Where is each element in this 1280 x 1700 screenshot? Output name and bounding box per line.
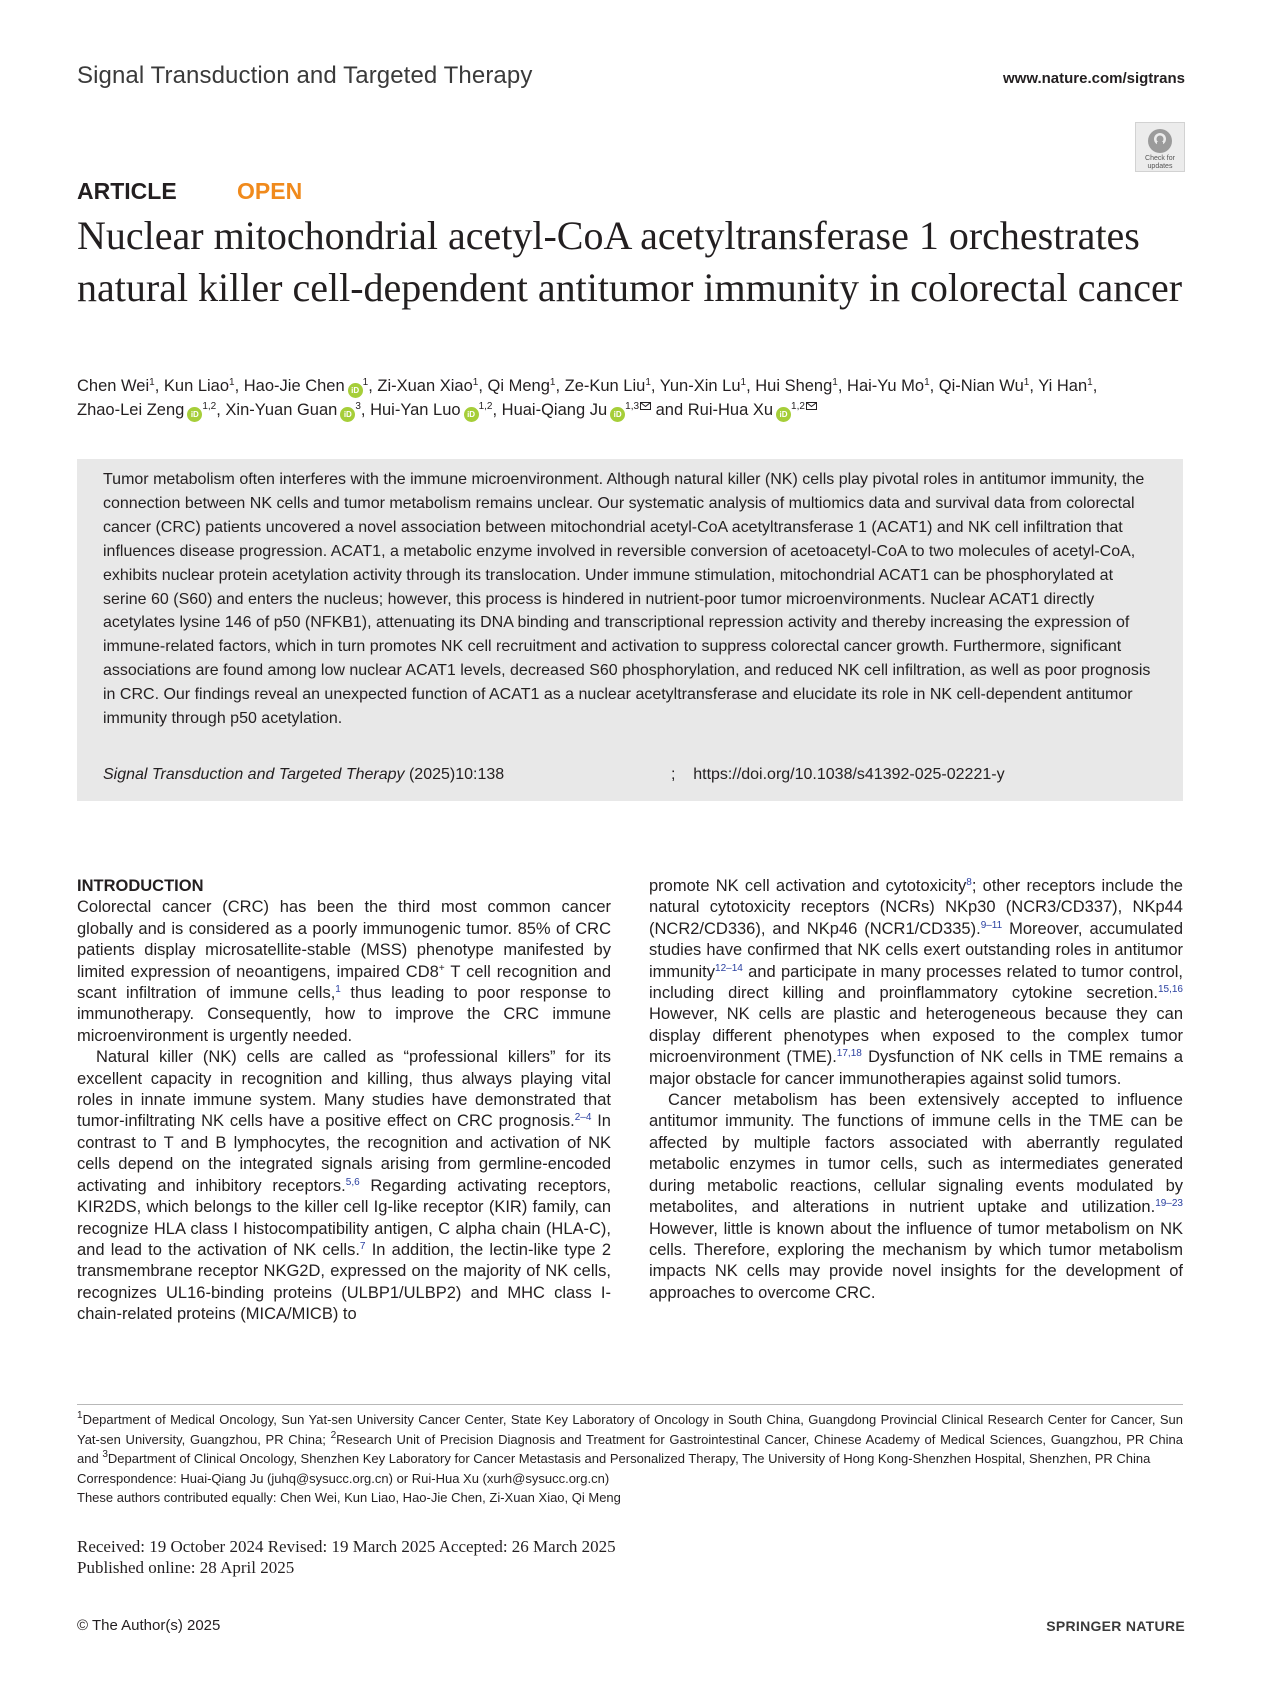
author-affiliation-number: 1 (472, 377, 479, 388)
check-for-updates-icon (1147, 128, 1173, 154)
author-entry (370, 401, 492, 419)
reference-citation-link[interactable]: 9–11 (980, 919, 1003, 931)
author-name[interactable]: Zhao-Lei Zeng (77, 401, 185, 419)
doi-link[interactable]: https://doi.org/10.1038/s41392-025-02221-y (693, 766, 1005, 783)
affiliation-text: Department of Clinical Oncology, Shenzhen Key Laboratory for Cancer Metastasis and Personalized Therapy, The University of Hong Kong-Shenzhen Hospital, Shenzhen, PR China (107, 1451, 1151, 1466)
affiliation-number: 1 (77, 1410, 83, 1421)
footnotes (77, 1410, 1183, 1508)
author-affiliation-number: 3 (355, 401, 361, 412)
author-affiliation-number: 1 (924, 377, 930, 388)
affiliation-number: 3 (102, 1449, 108, 1460)
footnote-divider (77, 1404, 1183, 1405)
author-affiliation-number: 1 (229, 377, 235, 388)
author-name[interactable]: Zi-Xuan Xiao (377, 377, 473, 395)
body-column-left (77, 876, 611, 1326)
author-entry (847, 377, 930, 395)
publisher-logo: SPRINGER NATURE (1046, 1618, 1185, 1634)
reference-citation-link[interactable]: 1 (335, 984, 341, 996)
author-name[interactable]: Yi Han (1038, 377, 1088, 395)
author-entry (660, 377, 746, 395)
reference-citation-link[interactable]: 5,6 (345, 1176, 360, 1188)
intro-paragraph-4: Cancer metabolism has been extensively accepted to influence antitumor immunity. The functions of immune cells in the TME can be affected by multiple factors associated with aberrantly regulated metabolic enzymes in tumor cells, such as intermediates generated during metabolic reactions, cellular signaling events modulated by metabolites, and alterations in nutrient uptake and utilization.$^{19-23}$ However, little is known about the influence of tumor metabolism on NK cells. Therefore, exploring the mechanism by which tumor metabolism impacts NK cells may provide novel insights for the development of approaches to overcome CRC. (649, 1091, 1183, 1302)
author-name[interactable]: Yun-Xin Lu (659, 377, 741, 395)
abstract-text: Tumor metabolism often interferes with the immune microenvironment. Although natural killer (NK) cells play pivotal roles in antitumor immunity, the connection between NK cells and tumor metabolism remains unclear. Our systematic analysis of multiomics data and survival data from colorectal cancer (CRC) patients uncovered a novel association between mitochondrial acetyl-CoA acetyltransferase 1 (ACAT1) and NK cell infiltration that influences disease progression. ACAT1, a metabolic enzyme involved in reversible conversion of acetoacetyl-CoA to two molecules of acetyl-CoA, exhibits nuclear protein acetylation activity through its translocation. Under immune stimulation, mitochondrial ACAT1 can be phosphorylated at serine 60 (S60) and enters the nucleus; however, this process is hindered in nutrient-poor tumor microenvironments. Nuclear ACAT1 directly acetylates lysine 146 of p50 (NFKB1), attenuating its DNA binding and transcriptional repression activity and thereby increasing the expression of immune-related factors, which in turn promotes NK cell recruitment and activation to suppress colorectal cancer growth. Furthermore, significant associations are found among low nuclear ACAT1 levels, decreased S60 phosphorylation, and reduced NK cell infiltration, as well as poor prognosis in CRC. Our findings reveal an unexpected function of ACAT1 as a nuclear acetyltransferase and elucidate its role in NK cell-dependent antitumor immunity through p50 acetylation. (103, 471, 1151, 728)
author-entry (755, 377, 838, 395)
reference-citation-link[interactable]: 7 (359, 1240, 366, 1252)
affiliation-text: Research Unit of Precision Diagnosis and Treatment for Gastrointestinal Cancer, Chinese Academy of Medical Sciences, Guangzhou, PR China and (77, 1431, 1183, 1466)
author-entry (488, 377, 556, 395)
reference-citation-link[interactable]: 12–14 (715, 962, 743, 974)
check-for-updates-label: Check for updates (1145, 155, 1175, 170)
author-entry (244, 377, 368, 395)
journal-url-link[interactable]: www.nature.com/sigtrans (1003, 70, 1185, 87)
author-name[interactable]: Kun Liao (163, 377, 230, 395)
envelope-icon[interactable] (806, 402, 817, 410)
published-online-date: Published online: 28 April 2025 (77, 1558, 295, 1577)
reference-citation-link[interactable]: 17,18 (836, 1048, 862, 1060)
envelope-icon[interactable] (640, 402, 651, 410)
author-affiliation-number: 1,2 (478, 401, 493, 412)
received-revised-accepted-dates: Received: 19 October 2024 Revised: 19 March 2025 Accepted: 26 March 2025 (77, 1537, 616, 1556)
author-affiliation-number: 1 (1023, 377, 1030, 388)
author-affiliation-number: 1 (1087, 377, 1093, 388)
copyright-notice: © The Author(s) 2025 (77, 1617, 221, 1634)
reference-citation-link[interactable]: 2–4 (574, 1112, 592, 1124)
body-column-right (649, 876, 1183, 1304)
equal-contribution-note: These authors contributed equally: Chen Wei, Kun Liao, Hao-Jie Chen, Zi-Xuan Xiao, Qi Meng (77, 1490, 621, 1505)
intro-paragraph-3: promote NK cell activation and cytotoxicity$^8$; other receptors include the natural cytotoxicity receptors (NCRs) NKp30 (NCR3/CD337), NKp44 (NCR2/CD336), and NKp46 (NCR1/CD335).$^{9-11}$ Moreover, accumulated studies have confirmed that NK cells exert outstanding roles in antitumor immunity$^{12-14}$ and participate in many processes related to tumor control, including direct killing and proinflammatory cytokine secretion.$^{15,16}$ However, NK cells are plastic and heterogeneous because they can display different phenotypes when exposed to the complex tumor microenvironment (TME).$^{17,18}$ Dysfunction of NK cells in TME remains a major obstacle for cancer immunotherapies against solid tumors. (649, 877, 1183, 1088)
citation-volume: (2025)10:138 (404, 766, 505, 783)
author-name[interactable]: Chen Wei (77, 377, 150, 395)
author-entry (565, 377, 651, 395)
author-list: Chen Wei$^1$, Kun Liao$^1$, Hao-Jie Chen $iD^1$, Zi-Xuan Xiao$^1$, Qi Meng$^1$, Ze-Kun Liu$^1$, Yun-Xin Lu$^1$, Hui Sheng$^1$, Hai-Yu Mo$^1$, Qi-Nian Wu$^1$, Yi Han$^1$, Zhao-Lei Zeng iD$^{1,2}$, Xin-Yuan Guan $iD^3$, Hui-Yan Luo iD$^{1,2}$, Huai-Qiang Ju iD$^{1,3}$ and Rui-Hua Xu iD$^{1,2}$ (77, 374, 1197, 422)
intro-paragraph-2: Natural killer (NK) cells are called as “professional killers” for its excellent capacity in recognition and killing, thus always playing vital roles in innate immune system. Many studies have demonstrated that tumor-infiltrating NK cells have a positive effect on CRC prognosis.$^{2-4}$ In contrast to T and B lymphocytes, the recognition and activation of NK cells depend on the integrated signals arising from germline-encoded activating and inhibitory receptors.$^{5,6}$ Regarding activating receptors, KIR2DS, which belongs to the killer cell Ig-like receptor (KIR) family, can recognize HLA class I histocompatibility antigen, C alpha chain (HLA-C), and lead to the activation of NK cells.$^7$ In addition, the lectin-like type 2 transmembrane receptor NKG2D, expressed on the majority of NK cells, recognizes UL16-binding proteins (ULBP1/ULBP2) and MHC class I-chain-related proteins (MICA/MICB) to (77, 1048, 611, 1324)
author-entry (502, 401, 651, 419)
orcid-icon[interactable]: iD (187, 407, 202, 422)
reference-citation-link[interactable]: 15,16 (1157, 984, 1183, 996)
superscript: + (438, 962, 445, 974)
author-name[interactable]: Huai-Qiang Ju (501, 401, 608, 419)
affiliation-number: 2 (330, 1429, 337, 1441)
author-entry (225, 401, 360, 419)
author-entry (77, 401, 216, 419)
affiliation-text: Department of Medical Oncology, Sun Yat-sen University Cancer Center, State Key Laboratory of Oncology in South China, Guangdong Provincial Clinical Research Center for Cancer, Sun Yat-sen University, Guangzhou, PR China; (77, 1412, 1183, 1447)
author-entry (688, 401, 817, 419)
abstract-panel (77, 459, 1183, 801)
author-affiliation-number: 1,2 (791, 401, 805, 412)
author-entry (377, 377, 478, 395)
citation-doi-line (671, 766, 1005, 784)
author-affiliation-number: 1 (549, 377, 556, 388)
author-affiliation-number: 1 (740, 377, 747, 388)
author-entry (939, 377, 1030, 395)
publication-dates (77, 1536, 877, 1578)
author-name[interactable]: Ze-Kun Liu (564, 377, 646, 395)
author-affiliation-number: 1 (362, 377, 369, 388)
author-affiliation-number: 1 (149, 377, 155, 388)
check-for-updates-badge[interactable] (1135, 122, 1185, 172)
author-name[interactable]: Qi Meng (487, 377, 550, 395)
author-name[interactable]: Hai-Yu Mo (847, 377, 925, 395)
journal-name: Signal Transduction and Targeted Therapy (77, 62, 533, 89)
author-affiliation-number: 1 (645, 377, 651, 388)
author-entry (77, 377, 155, 395)
author-affiliation-number: 1,2 (202, 401, 217, 412)
open-access-label: OPEN (237, 178, 303, 204)
section-heading-introduction: INTRODUCTION (77, 877, 204, 895)
reference-citation-link[interactable]: 19–23 (1155, 1198, 1183, 1210)
author-name[interactable]: Hui-Yan Luo (370, 401, 461, 419)
intro-paragraph-1: Colorectal cancer (CRC) has been the third most common cancer globally and is considered as a poorly immunogenic tumor. 85% of CRC patients display microsatellite-stable (MSS) phenotype manifested by limited expression of neoantigens, impaired CD8+ T cell recognition and scant infiltration of immune cells,$^1$ thus leading to poor response to immunotherapy. Consequently, how to improve the CRC immune microenvironment is urgently needed. (77, 898, 612, 1045)
author-name[interactable]: Qi-Nian Wu (938, 377, 1024, 395)
article-type-label: ARTICLE (77, 178, 177, 204)
reference-citation-link[interactable]: 8 (966, 877, 972, 888)
citation-line (103, 766, 504, 784)
orcid-icon[interactable]: iD (464, 407, 479, 422)
author-name[interactable]: Hao-Jie Chen (243, 377, 345, 395)
author-affiliation-number: 1 (832, 377, 838, 388)
author-affiliation-number: 1,3 (625, 401, 640, 412)
citation-separator: ; (671, 766, 676, 783)
orcid-icon[interactable]: iD (776, 407, 791, 422)
orcid-icon[interactable]: iD (610, 407, 625, 422)
orcid-icon[interactable]: iD (340, 407, 355, 422)
correspondence-note: Correspondence: Huai-Qiang Ju (juhq@sysucc.org.cn) or Rui-Hua Xu (xurh@sysucc.org.cn) (77, 1470, 610, 1486)
author-name[interactable]: Xin-Yuan Guan (225, 401, 338, 419)
orcid-icon[interactable]: iD (348, 383, 363, 398)
author-entry (164, 377, 235, 395)
author-name[interactable]: Rui-Hua Xu (687, 401, 774, 419)
affiliations-note (77, 1410, 1183, 1469)
author-entry (1038, 377, 1092, 395)
author-name[interactable]: Hui Sheng (755, 377, 833, 395)
citation-journal: Signal Transduction and Targeted Therapy (103, 766, 405, 783)
article-title: Nuclear mitochondrial acetyl-CoA acetyltransferase 1 orchestrates natural killer cell-dependent antitumor immunity in colorectal cancer (77, 213, 1183, 310)
